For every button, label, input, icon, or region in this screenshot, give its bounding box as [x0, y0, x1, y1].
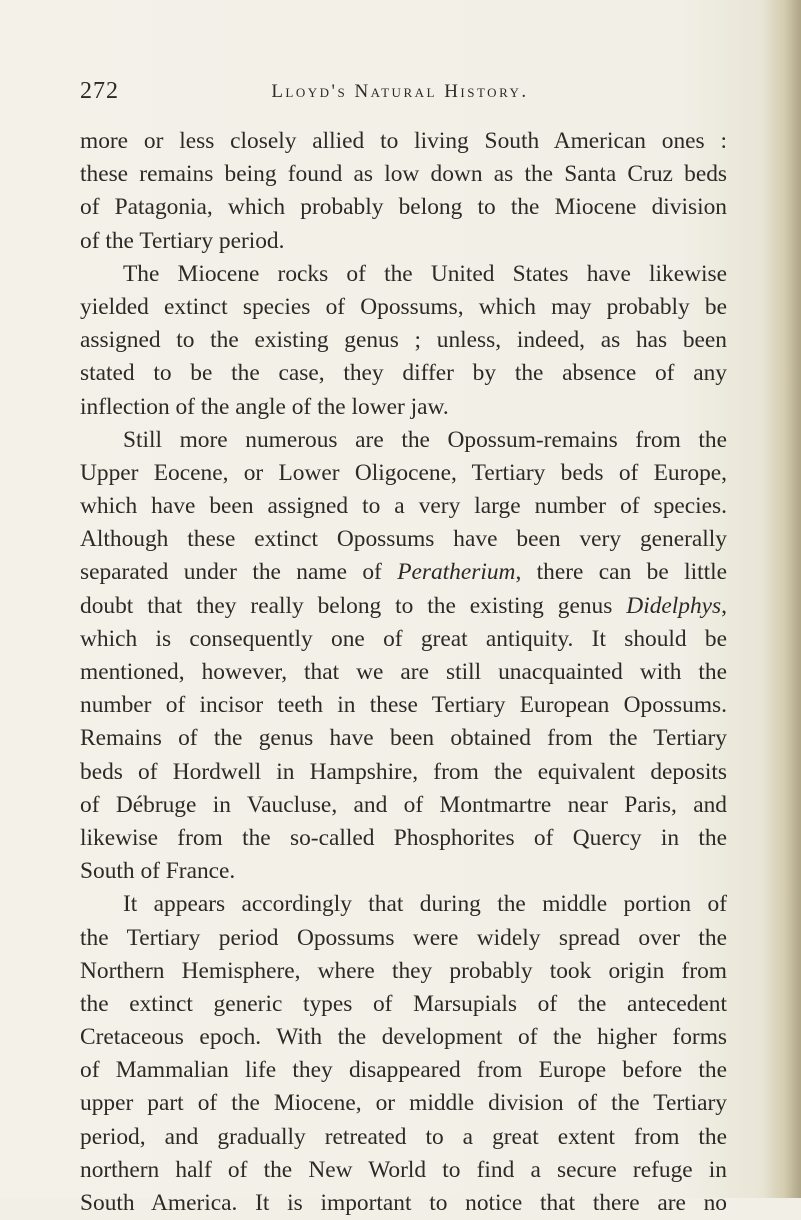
- text-line: stated to be the case, they differ by the absence of any: [80, 360, 727, 387]
- text-line: these remains being found as low down as the Santa Cruz beds: [80, 161, 727, 188]
- text-line: Although these extinct Opossums have been very generally: [80, 526, 727, 553]
- text-line: beds of Hordwell in Hampshire, from the equivalent deposits: [80, 758, 727, 785]
- text-line: of Patagonia, which probably belong to the Miocene division: [80, 194, 727, 221]
- running-head: Lloyd's Natural History.: [271, 81, 529, 102]
- italic-term: Didelphys: [626, 592, 722, 619]
- text-line: the extinct generic types of Marsupials of the antecedent: [80, 990, 727, 1017]
- text-line: of the Tertiary period.: [80, 227, 285, 254]
- text-line: South America. It is important to notice that there are no: [80, 1190, 727, 1216]
- text-line: doubt that they really belong to the existing genus Didelphys,: [80, 592, 727, 619]
- italic-term: Peratherium: [397, 559, 516, 586]
- text-line: yielded extinct species of Opossums, which may probably be: [80, 293, 727, 320]
- page-header: [80, 78, 720, 110]
- text-line: The Miocene rocks of the United States have likewise: [123, 260, 727, 287]
- text-line: the Tertiary period Opossums were widely spread over the: [80, 924, 727, 951]
- text-line: inflection of the angle of the lower jaw.: [80, 393, 449, 420]
- text-line: separated under the name of Peratherium, there can be little: [80, 559, 727, 586]
- text-line: It appears accordingly that during the middle portion of: [123, 891, 727, 918]
- page-edge-shadow: [763, 0, 801, 1198]
- text-line: Cretaceous epoch. With the development of the higher forms: [80, 1024, 727, 1051]
- text-line: assigned to the existing genus ; unless, indeed, as has been: [80, 327, 727, 354]
- text-line: upper part of the Miocene, or middle division of the Tertiary: [80, 1090, 727, 1117]
- paragraph: [80, 424, 727, 889]
- paragraph: [80, 125, 727, 258]
- text-line: more or less closely allied to living South American ones :: [80, 128, 727, 154]
- text-line: Upper Eocene, or Lower Oligocene, Tertiary beds of Europe,: [80, 459, 727, 486]
- paragraph: [80, 258, 727, 424]
- text-line: South of France.: [80, 858, 236, 885]
- text-line: of Mammalian life they disappeared from Europe before the: [80, 1057, 727, 1084]
- text-line: of Débruge in Vaucluse, and of Montmartre near Paris, and: [80, 791, 727, 818]
- text-line: likewise from the so-called Phosphorites of Quercy in the: [80, 824, 727, 851]
- text-line: Northern Hemisphere, where they probably took origin from: [80, 957, 727, 984]
- text-line: period, and gradually retreated to a great extent from the: [80, 1123, 727, 1150]
- body-text: [80, 125, 727, 1220]
- text-line: which have been assigned to a very large number of species.: [80, 493, 727, 520]
- text-line: Still more numerous are the Opossum-remains from the: [123, 426, 727, 453]
- text-line: northern half of the New World to find a secure refuge in: [80, 1156, 727, 1183]
- paragraph: [80, 888, 727, 1220]
- text-line: which is consequently one of great antiquity. It should be: [80, 625, 727, 652]
- text-line: number of incisor teeth in these Tertiary European Opossums.: [80, 692, 727, 719]
- text-line: Remains of the genus have been obtained from the Tertiary: [80, 725, 727, 752]
- page-number: 272: [80, 78, 119, 104]
- text-line: mentioned, however, that we are still unacquainted with the: [80, 659, 727, 685]
